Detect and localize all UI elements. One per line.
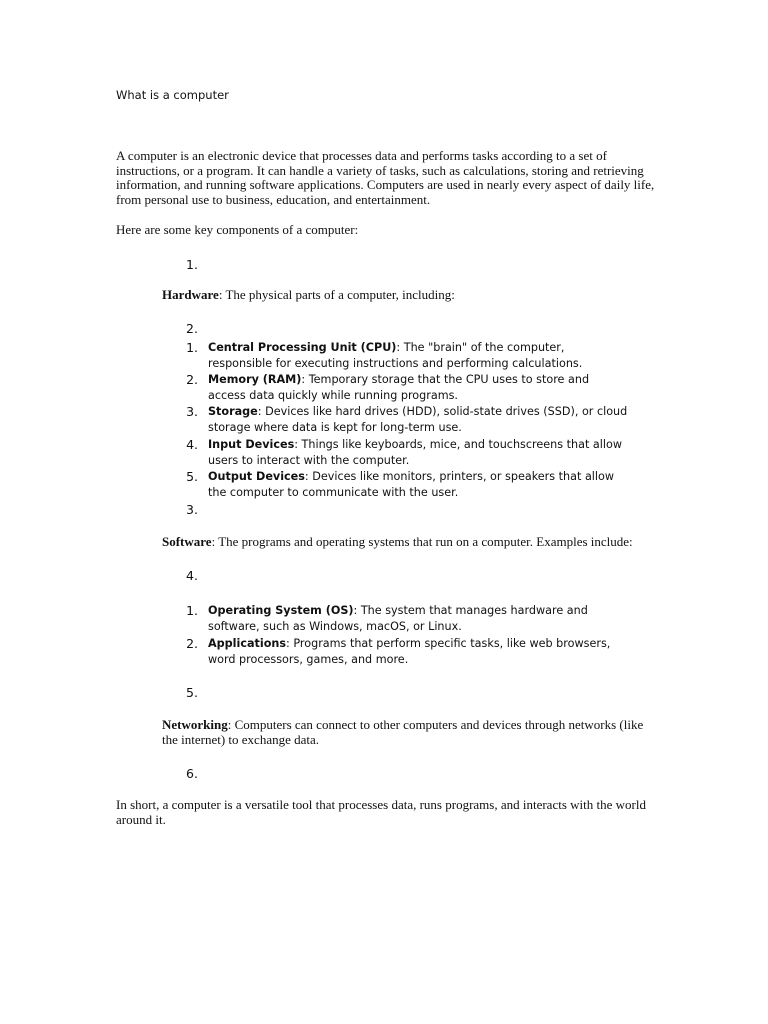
hardware-term: Hardware — [162, 287, 219, 302]
list-item-number: 1. — [186, 603, 198, 618]
list-item-text: : The "brain" of the computer, responsible for executing instructions and performing calculations. — [208, 341, 583, 370]
conclusion-paragraph: In short, a computer is a versatile tool that processes data, runs programs, and interacts with the world around it. — [116, 797, 646, 827]
list-item-term: Central Processing Unit (CPU) — [208, 341, 397, 354]
list-number: 5. — [186, 685, 198, 700]
software-term: Software — [162, 534, 212, 549]
software-text: : The programs and operating systems that run on a computer. Examples include: — [211, 534, 633, 549]
list-item-number: 4. — [186, 437, 198, 452]
list-number: 2. — [186, 321, 198, 336]
list-item-number: 5. — [186, 469, 198, 484]
hardware-list — [176, 340, 646, 510]
list-item-text: : Things like keyboards, mice, and touchscreens that allow users to interact with the computer. — [208, 438, 622, 467]
list-item-text: : Devices like hard drives (HDD), solid-state drives (SSD), or cloud storage where data is kept for long-term use. — [208, 405, 628, 434]
list-number: 6. — [186, 766, 198, 781]
list-item-number: 2. — [186, 372, 198, 387]
list-number: 1. — [186, 257, 198, 272]
list-item-term: Operating System (OS) — [208, 604, 354, 617]
networking-paragraph — [162, 718, 652, 747]
list-item-text: : Devices like monitors, printers, or speakers that allow the computer to communicate with the user. — [208, 470, 615, 499]
list-item-text: : The system that manages hardware and software, such as Windows, macOS, or Linux. — [208, 604, 588, 633]
list-number: 4. — [186, 568, 198, 583]
intro-paragraph: A computer is an electronic device that processes data and performs tasks according to a set of instructions, or a program. It can handle a variety of tasks, such as calculations, storing and retrieving information, and running software applications. Computers are used in nearly every aspect of daily life, from personal use to business, education, and entertainment. — [116, 148, 655, 207]
list-item-number: 3. — [186, 404, 198, 419]
list-item-term: Output Devices — [208, 470, 305, 483]
list-item-term: Applications — [208, 637, 287, 650]
networking-text: : Computers can connect to other computers and devices through networks (like the internet) to exchange data. — [162, 717, 644, 747]
components-lead: Here are some key components of a computer: — [116, 222, 359, 237]
list-item-number: 2. — [186, 636, 198, 651]
networking-term: Networking — [162, 717, 228, 732]
list-item-text: : Temporary storage that the CPU uses to store and access data quickly while running programs. — [208, 373, 590, 402]
list-item-number: 1. — [186, 340, 198, 355]
hardware-text: : The physical parts of a computer, including: — [218, 287, 455, 302]
list-item-term: Input Devices — [208, 438, 295, 451]
hardware-heading — [162, 288, 662, 303]
document-title: What is a computer — [116, 88, 229, 102]
software-heading — [162, 535, 682, 550]
software-list — [176, 603, 646, 673]
list-item-term: Memory (RAM) — [208, 373, 302, 386]
list-number: 3. — [186, 502, 198, 517]
list-item-term: Storage — [208, 405, 258, 418]
list-item-text: : Programs that perform specific tasks, like web browsers, word processors, games, and more. — [208, 637, 611, 666]
